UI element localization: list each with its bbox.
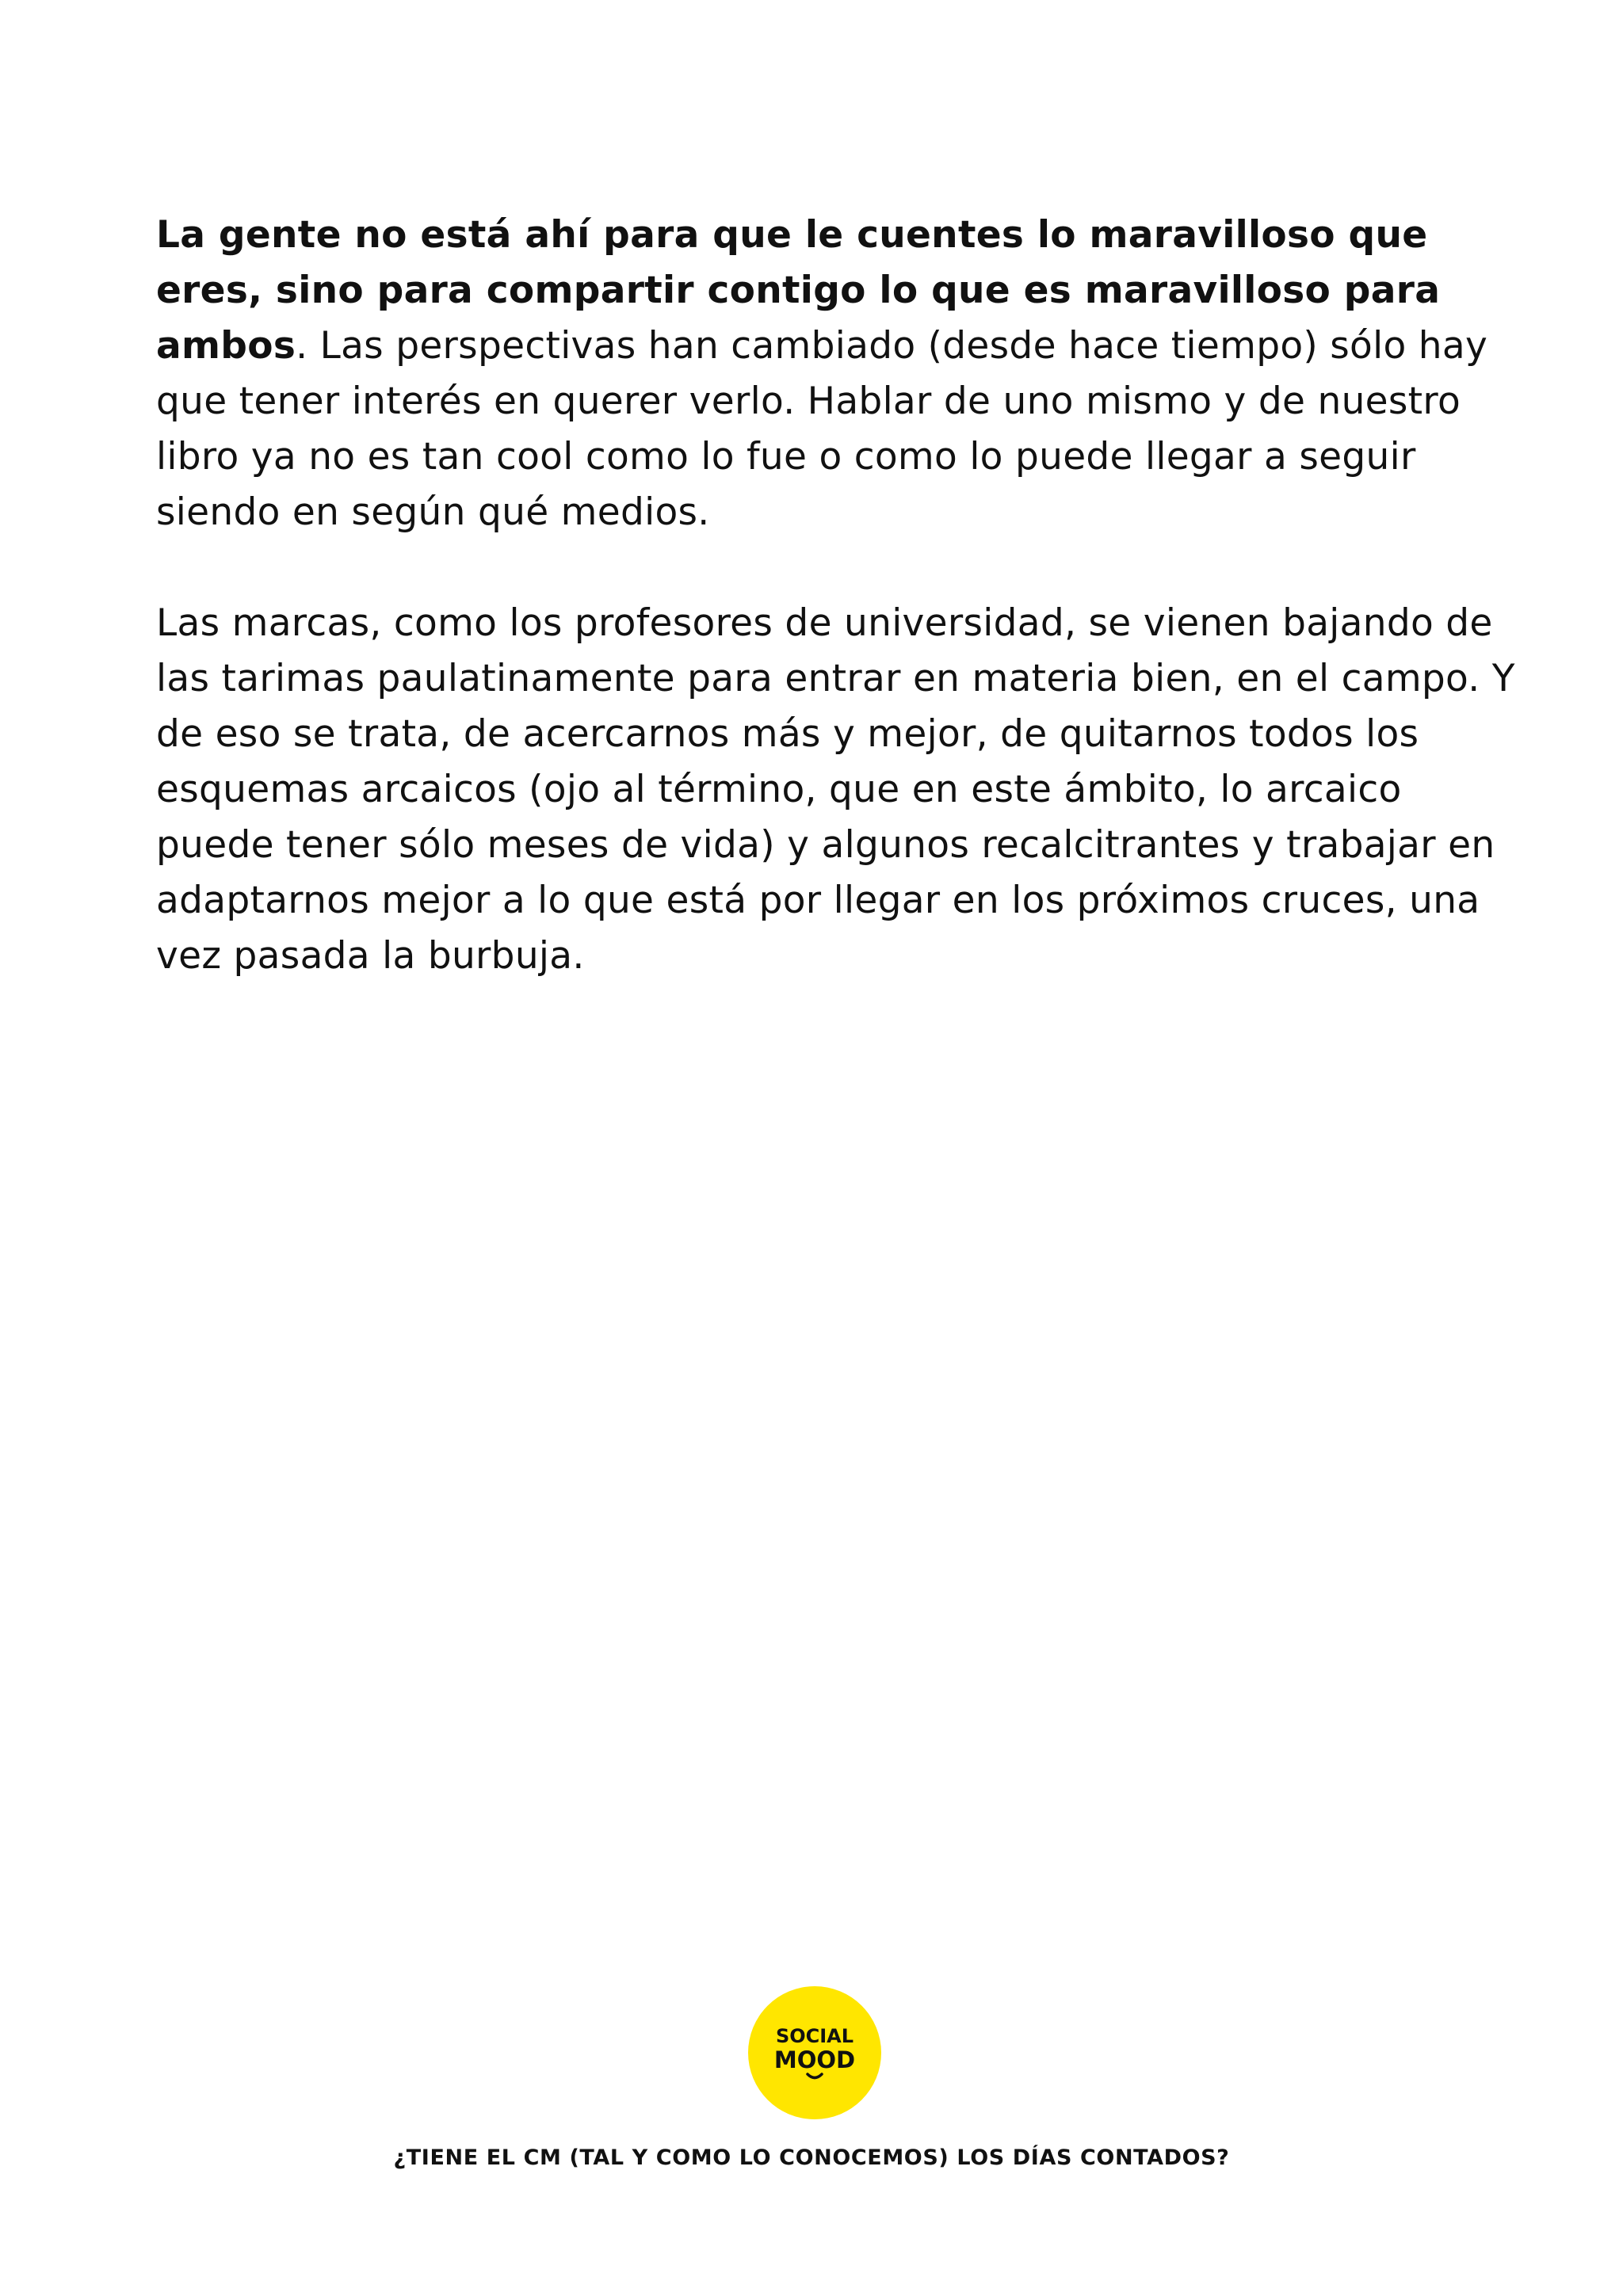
logo-line-mood: MOOD bbox=[773, 2046, 856, 2073]
footer-title: ¿TIENE EL CM (TAL Y COMO LO CONOCEMOS) LOS DÍAS CONTADOS? bbox=[393, 2145, 1230, 2170]
lead-period: . bbox=[296, 324, 308, 368]
social-mood-logo bbox=[747, 1985, 882, 2120]
logo-line-social: SOCIAL bbox=[775, 2025, 854, 2047]
paragraph-2: Las marcas, como los profesores de universidad, se vienen bajando de las tarimas paulatinamente para entrar en materia bien, en el campo. Y de eso se trata, de acercarnos más y mejor, de quitarnos todos los esquemas arcaicos (ojo al término, que en este ámbito, lo arcaico puede tener sólo meses de vida) y algunos recalcitrantes y trabajar en adaptarnos mejor a lo que está por llegar en los próximos cruces, una vez pasada la burbuja. bbox=[156, 601, 1515, 978]
lead-statement: La gente no está ahí para que le cuentes lo maravilloso que eres, sino para compartir contigo lo que es maravilloso para ambos bbox=[156, 213, 1441, 368]
paragraph-1 bbox=[156, 208, 1519, 540]
paragraph-1-text: Las perspectivas han cambiado (desde hace tiempo) sólo hay que tener interés en querer verlo. Hablar de uno mismo y de nuestro libro ya no es tan cool como lo fue o como lo puede llegar a seguir siendo en según qué medios. bbox=[156, 324, 1488, 534]
body-text bbox=[156, 208, 1519, 984]
